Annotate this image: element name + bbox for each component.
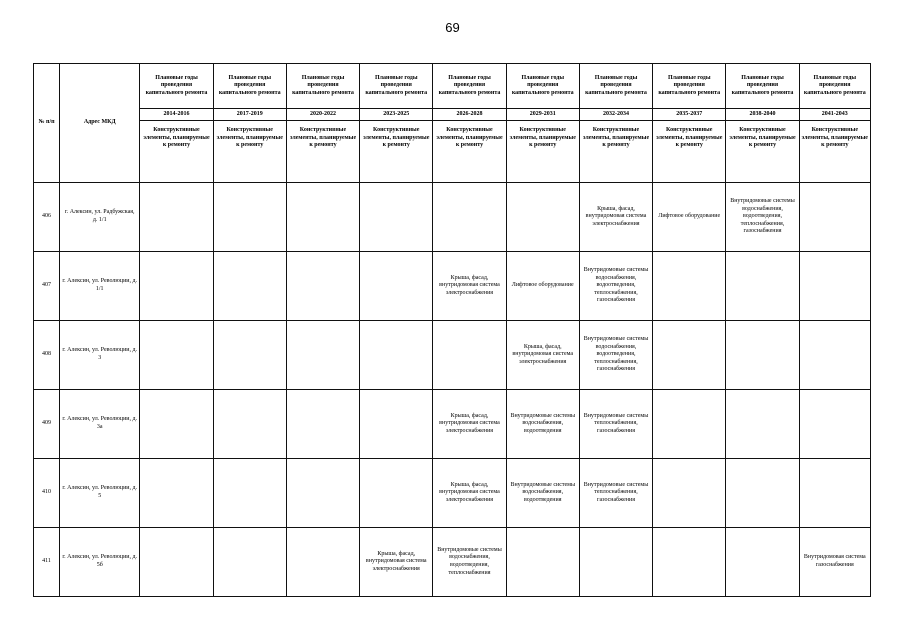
table-cell bbox=[433, 321, 506, 390]
page-number: 69 bbox=[445, 20, 460, 35]
header-elements: Конструктивные элементы, планируемые к ремонту bbox=[286, 121, 359, 183]
table-row bbox=[34, 390, 871, 459]
table-cell bbox=[653, 528, 726, 597]
table-cell bbox=[286, 528, 359, 597]
table-cell bbox=[799, 390, 870, 459]
row-number: 410 bbox=[34, 459, 60, 528]
table-cell: Внутридомовые системы теплоснабжения, газоснабжения bbox=[579, 390, 652, 459]
row-address: г. Алексин, ул. Радбужская, д. 1/1 bbox=[60, 183, 140, 252]
row-number: 406 bbox=[34, 183, 60, 252]
table-cell: Внутридомовая система газоснабжения bbox=[799, 528, 870, 597]
table-cell bbox=[286, 390, 359, 459]
header-period-title: Плановые годы проведения капитального ремонта bbox=[579, 64, 652, 109]
table-cell bbox=[360, 252, 433, 321]
table-row bbox=[34, 183, 871, 252]
header-elements: Конструктивные элементы, планируемые к ремонту bbox=[579, 121, 652, 183]
row-address: г. Алексин, ул. Революции, д. 5 bbox=[60, 459, 140, 528]
header-elements: Конструктивные элементы, планируемые к ремонту bbox=[140, 121, 213, 183]
header-address: Адрес МКД bbox=[60, 64, 140, 183]
table-cell: Крыша, фасад, внутридомовая система электроснабжения bbox=[433, 252, 506, 321]
table-cell bbox=[286, 252, 359, 321]
row-address: г. Алексин, ул. Революции, д. 3а bbox=[60, 390, 140, 459]
header-row-titles bbox=[34, 64, 871, 109]
table-cell bbox=[799, 321, 870, 390]
table-cell bbox=[213, 459, 286, 528]
table-cell bbox=[579, 528, 652, 597]
table-cell: Крыша, фасад, внутридомовая система электроснабжения bbox=[433, 390, 506, 459]
table-cell: Лифтовое оборудование bbox=[653, 183, 726, 252]
table-row bbox=[34, 252, 871, 321]
table-cell: Крыша, фасад, внутридомовая система электроснабжения bbox=[579, 183, 652, 252]
row-number: 407 bbox=[34, 252, 60, 321]
table-cell bbox=[653, 459, 726, 528]
table-row bbox=[34, 459, 871, 528]
table-cell: Крыша, фасад, внутридомовая система электроснабжения bbox=[360, 528, 433, 597]
header-years: 2023-2025 bbox=[360, 109, 433, 121]
table-cell bbox=[653, 390, 726, 459]
header-years: 2029-2031 bbox=[506, 109, 579, 121]
header-period-title: Плановые годы проведения капитального ремонта bbox=[360, 64, 433, 109]
row-address: г. Алексин, ул. Революции, д. 3 bbox=[60, 321, 140, 390]
row-number: 411 bbox=[34, 528, 60, 597]
table-cell bbox=[213, 528, 286, 597]
table-cell bbox=[140, 390, 213, 459]
table-row bbox=[34, 528, 871, 597]
table-cell bbox=[140, 183, 213, 252]
table-cell: Внутридомовые системы водоснабжения, водоотведения bbox=[506, 390, 579, 459]
header-elements: Конструктивные элементы, планируемые к ремонту bbox=[653, 121, 726, 183]
table-cell bbox=[360, 459, 433, 528]
table-cell bbox=[140, 528, 213, 597]
table-cell bbox=[726, 390, 799, 459]
table-cell bbox=[360, 321, 433, 390]
header-years: 2017-2019 bbox=[213, 109, 286, 121]
table-cell bbox=[726, 528, 799, 597]
table-cell bbox=[286, 183, 359, 252]
header-elements: Конструктивные элементы, планируемые к ремонту bbox=[799, 121, 870, 183]
table-cell bbox=[360, 390, 433, 459]
header-years: 2035-2037 bbox=[653, 109, 726, 121]
header-period-title: Плановые годы проведения капитального ремонта bbox=[213, 64, 286, 109]
capital-repair-table bbox=[33, 63, 871, 597]
table-cell bbox=[506, 528, 579, 597]
table-cell bbox=[140, 252, 213, 321]
header-years: 2038-2040 bbox=[726, 109, 799, 121]
table-cell bbox=[286, 321, 359, 390]
table-cell bbox=[213, 252, 286, 321]
header-period-title: Плановые годы проведения капитального ремонта bbox=[506, 64, 579, 109]
header-years: 2020-2022 bbox=[286, 109, 359, 121]
row-address: г. Алексин, ул. Революции, д. 1/1 bbox=[60, 252, 140, 321]
header-period-title: Плановые годы проведения капитального ремонта bbox=[726, 64, 799, 109]
table-cell: Внутридомовые системы водоснабжения, водоотведения, теплоснабжения, газоснабжения bbox=[579, 321, 652, 390]
table-cell: Внутридомовые системы водоснабжения, водоотведения, теплоснабжения bbox=[433, 528, 506, 597]
table-cell: Крыша, фасад, внутридомовая система электроснабжения bbox=[433, 459, 506, 528]
header-years: 2026-2028 bbox=[433, 109, 506, 121]
header-row-years bbox=[34, 109, 871, 121]
table-cell bbox=[799, 252, 870, 321]
table-cell bbox=[653, 321, 726, 390]
table-cell bbox=[799, 459, 870, 528]
table-cell: Внутридомовые системы водоснабжения, водоотведения, теплоснабжения, газоснабжения bbox=[579, 252, 652, 321]
header-num: № п/п bbox=[34, 64, 60, 183]
header-years: 2041-2043 bbox=[799, 109, 870, 121]
header-years: 2014-2016 bbox=[140, 109, 213, 121]
header-period-title: Плановые годы проведения капитального ремонта bbox=[799, 64, 870, 109]
row-number: 408 bbox=[34, 321, 60, 390]
table-cell bbox=[726, 459, 799, 528]
table-cell bbox=[213, 183, 286, 252]
table-cell bbox=[360, 183, 433, 252]
header-period-title: Плановые годы проведения капитального ремонта bbox=[140, 64, 213, 109]
header-period-title: Плановые годы проведения капитального ремонта bbox=[286, 64, 359, 109]
header-row-elements bbox=[34, 121, 871, 183]
table-cell: Внутридомовые системы теплоснабжения, газоснабжения bbox=[579, 459, 652, 528]
table-cell bbox=[726, 321, 799, 390]
header-elements: Конструктивные элементы, планируемые к ремонту bbox=[726, 121, 799, 183]
table-cell bbox=[506, 183, 579, 252]
header-elements: Конструктивные элементы, планируемые к ремонту bbox=[213, 121, 286, 183]
table-cell bbox=[286, 459, 359, 528]
header-years: 2032-2034 bbox=[579, 109, 652, 121]
table-cell: Внутридомовые системы водоснабжения, водоотведения, теплоснабжения, газоснабжения bbox=[726, 183, 799, 252]
header-elements: Конструктивные элементы, планируемые к ремонту bbox=[433, 121, 506, 183]
table-cell bbox=[726, 252, 799, 321]
table-cell bbox=[213, 390, 286, 459]
row-number: 409 bbox=[34, 390, 60, 459]
table-cell bbox=[653, 252, 726, 321]
table-cell bbox=[140, 459, 213, 528]
table-cell bbox=[433, 183, 506, 252]
table-cell bbox=[213, 321, 286, 390]
table-cell: Внутридомовые системы водоснабжения, водоотведения bbox=[506, 459, 579, 528]
table-cell: Крыша, фасад, внутридомовая система электроснабжения bbox=[506, 321, 579, 390]
header-elements: Конструктивные элементы, планируемые к ремонту bbox=[506, 121, 579, 183]
table-cell: Лифтовое оборудование bbox=[506, 252, 579, 321]
row-address: г. Алексин, ул. Революции, д. 5б bbox=[60, 528, 140, 597]
header-elements: Конструктивные элементы, планируемые к ремонту bbox=[360, 121, 433, 183]
header-period-title: Плановые годы проведения капитального ремонта bbox=[433, 64, 506, 109]
header-period-title: Плановые годы проведения капитального ремонта bbox=[653, 64, 726, 109]
table-cell bbox=[140, 321, 213, 390]
table-cell bbox=[799, 183, 870, 252]
table-row bbox=[34, 321, 871, 390]
